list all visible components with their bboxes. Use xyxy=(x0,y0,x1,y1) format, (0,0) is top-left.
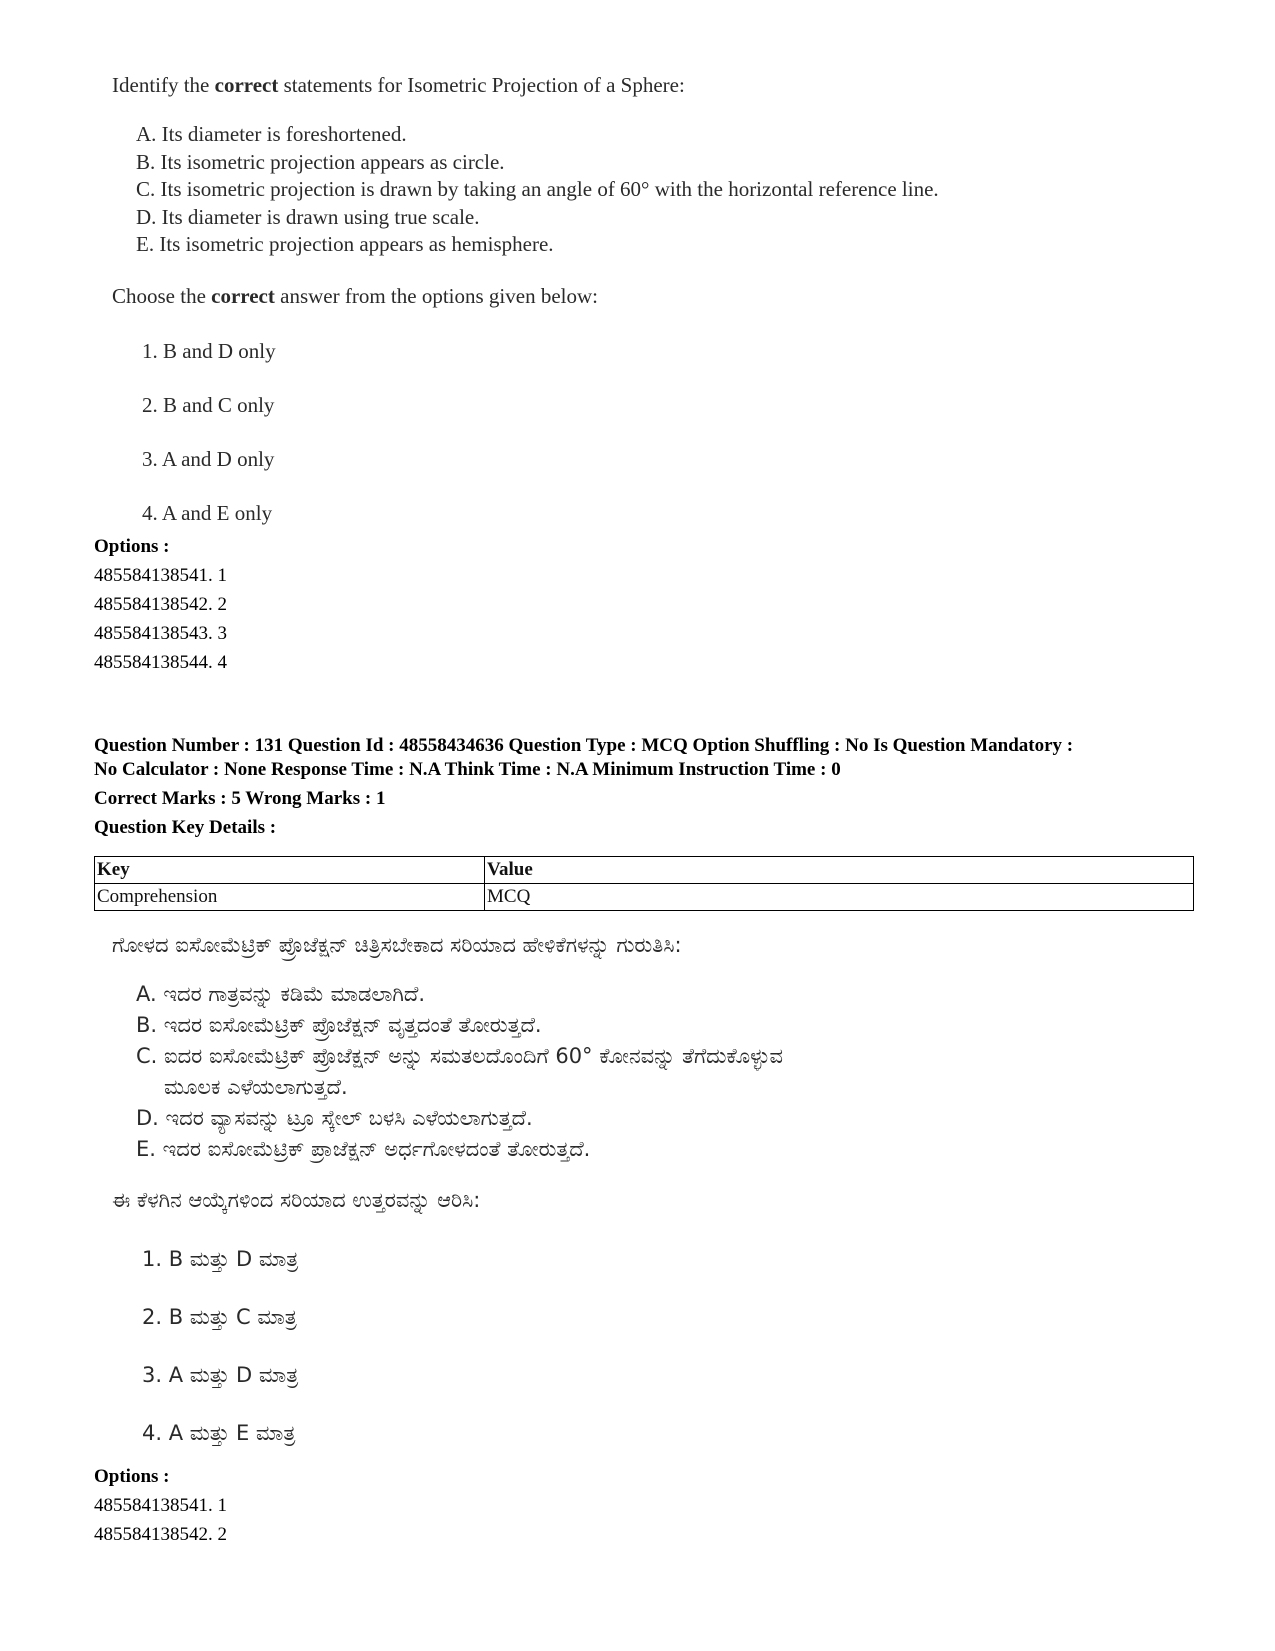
question-130-image xyxy=(112,72,1172,554)
question-stem: ಗೋಳದ ಐಸೋಮೆಟ್ರಿಕ್ ಪ್ರೊಜೆಕ್ಷನ್ ಚಿತ್ರಿಸಬೇಕಾದ ಸರಿಯಾದ ಹೇಳಿಕೆಗಳನ್ನು ಗುರುತಿಸಿ: xyxy=(112,933,682,957)
answer-list xyxy=(142,338,1172,554)
answer-list xyxy=(142,1244,1172,1476)
options-list xyxy=(94,1491,1204,1549)
table-header-key: Key xyxy=(95,857,485,884)
answer-item: 2. B and C only xyxy=(142,392,275,417)
answer-item: 2. B ಮತ್ತು C ಮಾತ್ರ xyxy=(142,1305,297,1329)
question-131-options xyxy=(94,1462,1204,1549)
option-item: 485584138541. 1 xyxy=(94,1495,227,1516)
answer-item: 4. A and E only xyxy=(142,500,273,525)
option-item: 485584138542. 2 xyxy=(94,1524,227,1545)
statement-item: E. Its isometric projection appears as hemisphere. xyxy=(136,232,554,256)
statement-list xyxy=(136,979,1172,1165)
option-item: 485584138541. 1 xyxy=(94,565,227,586)
options-label: Options : xyxy=(94,1466,170,1487)
statement-item: D. ಇದರ ವ್ಯಾಸವನ್ನು ಟ್ರೂ ಸ್ಕೇಲ್ ಬಳಸಿ ಎಳೆಯಲಾಗುತ್ತದೆ. xyxy=(136,1106,533,1130)
answer-item: 4. A ಮತ್ತು E ಮಾತ್ರ xyxy=(142,1421,296,1445)
table-header-value: Value xyxy=(485,857,1194,884)
statement-item: C. Its isometric projection is drawn by taking an angle of 60° with the horizontal reference line. xyxy=(136,177,939,201)
answer-item: 1. B and D only xyxy=(142,338,276,363)
table-row xyxy=(95,884,1194,911)
answer-item: 1. B ಮತ್ತು D ಮಾತ್ರ xyxy=(142,1247,299,1271)
options-list xyxy=(94,561,1204,677)
meta-line: No Calculator : None Response Time : N.A Think Time : N.A Minimum Instruction Time : 0 xyxy=(94,759,841,780)
statement-list xyxy=(136,121,1172,259)
option-item: 485584138544. 4 xyxy=(94,652,227,673)
marks-line: Correct Marks : 5 Wrong Marks : 1 xyxy=(94,788,386,809)
question-130-options xyxy=(94,532,1204,677)
statement-text: C. ಐದರ ಐಸೋಮೆಟ್ರಿಕ್ ಪ್ರೊಜೆಕ್ಷನ್ ಅನ್ನು ಸಮತಲದೊಂದಿಗೆ 60° ಕೋನವನ್ನು ತೆಗೆದುಕೊಳ್ಳುವ xyxy=(136,1044,783,1068)
table-cell-value: MCQ xyxy=(485,884,1194,911)
options-label: Options : xyxy=(94,536,170,557)
meta-line: Question Number : 131 Question Id : 48558434636 Question Type : MCQ Option Shuffling : No Is Question Mandatory : xyxy=(94,735,1074,756)
option-item: 485584138542. 2 xyxy=(94,594,227,615)
choose-instruction: ಈ ಕೆಳಗಿನ ಆಯ್ಕೆಗಳಿಂದ ಸರಿಯಾದ ಉತ್ತರವನ್ನು ಆರಿಸಿ: xyxy=(112,1188,481,1212)
question-key-table xyxy=(94,856,1194,911)
key-details-label: Question Key Details : xyxy=(94,817,277,838)
answer-item: 3. A and D only xyxy=(142,446,275,471)
answer-item: 3. A ಮತ್ತು D ಮಾತ್ರ xyxy=(142,1363,299,1387)
statement-continuation: ಮೂಲಕ ಎಳೆಯಲಾಗುತ್ತದೆ. xyxy=(164,1075,348,1099)
question-131-meta xyxy=(94,734,1204,840)
question-131-image xyxy=(112,930,1172,1476)
statement-item: A. ಇದರ ಗಾತ್ರವನ್ನು ಕಡಿಮೆ ಮಾಡಲಾಗಿದೆ. xyxy=(136,982,425,1006)
option-item: 485584138543. 3 xyxy=(94,623,227,644)
statement-item: A. Its diameter is foreshortened. xyxy=(136,122,407,146)
statement-item: D. Its diameter is drawn using true scale. xyxy=(136,204,480,229)
statement-item: B. Its isometric projection appears as circle. xyxy=(136,149,505,174)
table-header-row xyxy=(95,857,1194,884)
choose-instruction: Choose the correct answer from the options given below: xyxy=(112,283,598,308)
statement-item: E. ಇದರ ಐಸೋಮೆಟ್ರಿಕ್ ಪ್ರಾಜೆಕ್ಷನ್ ಅರ್ಧಗೋಳದಂತೆ ತೋರುತ್ತದೆ. xyxy=(136,1137,591,1161)
question-stem: Identify the correct statements for Isometric Projection of a Sphere: xyxy=(112,73,685,97)
statement-item: B. ಇದರ ಐಸೋಮೆಟ್ರಿಕ್ ಪ್ರೊಜೆಕ್ಷನ್ ವೃತ್ತದಂತೆ ತೋರುತ್ತದೆ. xyxy=(136,1013,542,1037)
table-cell-key: Comprehension xyxy=(95,884,485,911)
statement-item xyxy=(136,1041,1172,1103)
